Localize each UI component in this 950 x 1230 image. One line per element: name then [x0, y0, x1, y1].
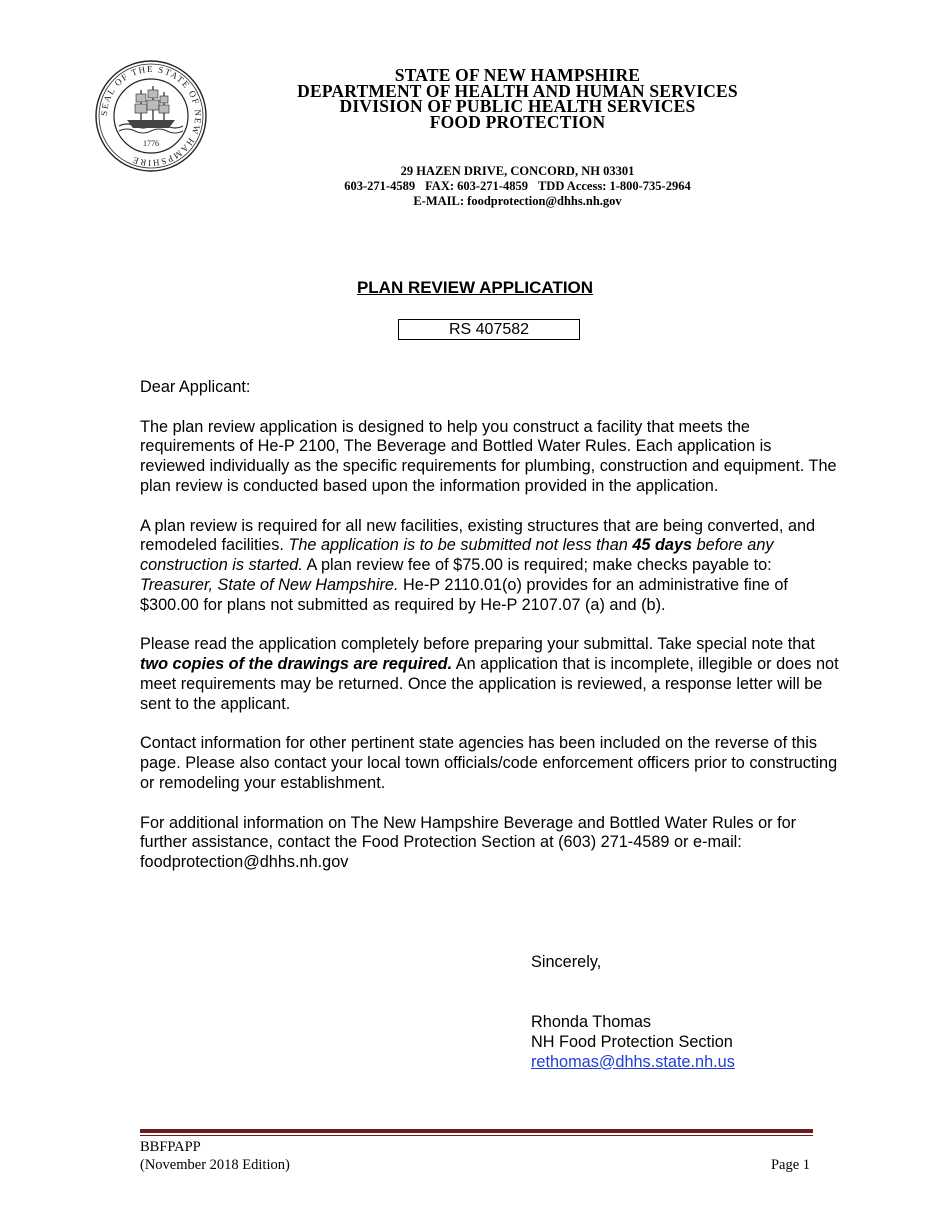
- header-state: STATE OF NEW HAMPSHIRE: [394, 65, 641, 85]
- p2-italic-end: before any construction is started.: [140, 536, 774, 575]
- header-division: DIVISION OF PUBLIC HEALTH SERVICES: [339, 96, 696, 116]
- paragraph-1: The plan review application is designed to help you construct a facility that meets the requirements of He-P 2100, The Beverage and Bottled Water Rules. Each application is reviewed individually as the specific requirements for plumbing, construction and equipment. The plan review is conducted based upon the information provided in the application.: [140, 417, 837, 495]
- p2-payee: Treasurer, State of New Hampshire.: [140, 575, 399, 594]
- header-phone-line: [255, 179, 780, 194]
- p3-emphasis: two copies of the drawings are required.: [140, 655, 453, 674]
- signer-title: NH Food Protection Section: [531, 1032, 733, 1051]
- p3-text-end: An application that is incomplete, illegible or does not meet requirements may be returned. Once the application is reviewed, a response letter will be sent to the applicant.: [140, 655, 839, 713]
- header-fax: FAX: 603-271-4859: [425, 179, 528, 193]
- signer-name: Rhonda Thomas: [531, 1013, 652, 1031]
- state-seal: [95, 60, 207, 172]
- p3-text: Please read the application completely before preparing your submittal. Take special note that: [140, 635, 815, 654]
- paragraph-5: For additional information on The New Hampshire Beverage and Bottled Water Rules or for further assistance, contact the Food Protection Section at (603) 271-4589 or e-mail: foodprotection@dhhs.nh.gov: [140, 813, 797, 872]
- salutation: Dear Applicant:: [140, 378, 251, 396]
- closing: Sincerely,: [531, 953, 602, 971]
- p2-text: A plan review is required for all new facilities, existing structures that are being converted, and remodeled facilities.: [140, 516, 816, 555]
- paragraph-2: [140, 517, 840, 616]
- footer-edition: (November 2018 Edition): [140, 1157, 290, 1173]
- agency-contact: [255, 164, 780, 209]
- signer-email-link[interactable]: rethomas@dhhs.state.nh.us: [531, 1052, 735, 1071]
- seal-ring-text: SEAL OF THE STATE OF NEW HAMPSHIRE: [98, 63, 204, 169]
- signature-block: [531, 1013, 831, 1072]
- agency-header: [255, 65, 780, 132]
- p2-fine-text: He-P 2110.01(o) provides for an administrative fine of $300.00 for plans not submitted as required by He-P 2107.07 (a) and (b).: [140, 575, 788, 614]
- header-email: E-MAIL: foodprotection@dhhs.nh.gov: [413, 194, 622, 208]
- header-department: DEPARTMENT OF HEALTH AND HUMAN SERVICES: [297, 80, 738, 101]
- footer-page-number: Page 1: [770, 1157, 810, 1173]
- footer-rule: [140, 1129, 813, 1133]
- p2-fee-text: A plan review fee of $75.00 is required; make checks payable to:: [302, 556, 772, 575]
- header-address: 29 HAZEN DRIVE, CONCORD, NH 03301: [400, 164, 635, 178]
- seal-year: 1776: [143, 139, 159, 148]
- p2-italic: The application is to be submitted not less than: [288, 536, 633, 555]
- paragraph-4: Contact information for other pertinent state agencies has been included on the reverse of this page. Please also contact your local town officials/code enforcement officers prior to constructing or remodeling your establishment.: [140, 734, 838, 792]
- letter-body: [140, 378, 840, 893]
- header-tdd: TDD Access: 1-800-735-2964: [537, 179, 691, 193]
- header-phone: 603-271-4589: [344, 179, 416, 193]
- reference-number-box: RS 407582: [398, 319, 580, 340]
- document-title: PLAN REVIEW APPLICATION: [356, 278, 594, 297]
- footer-rule-thin: [140, 1135, 813, 1136]
- header-section: FOOD PROTECTION: [429, 111, 606, 132]
- p2-days-emphasis: 45 days: [632, 536, 693, 555]
- footer-form-code: BBFPAPP: [140, 1139, 201, 1155]
- state-seal-icon: [95, 60, 207, 172]
- paragraph-3: [140, 635, 840, 714]
